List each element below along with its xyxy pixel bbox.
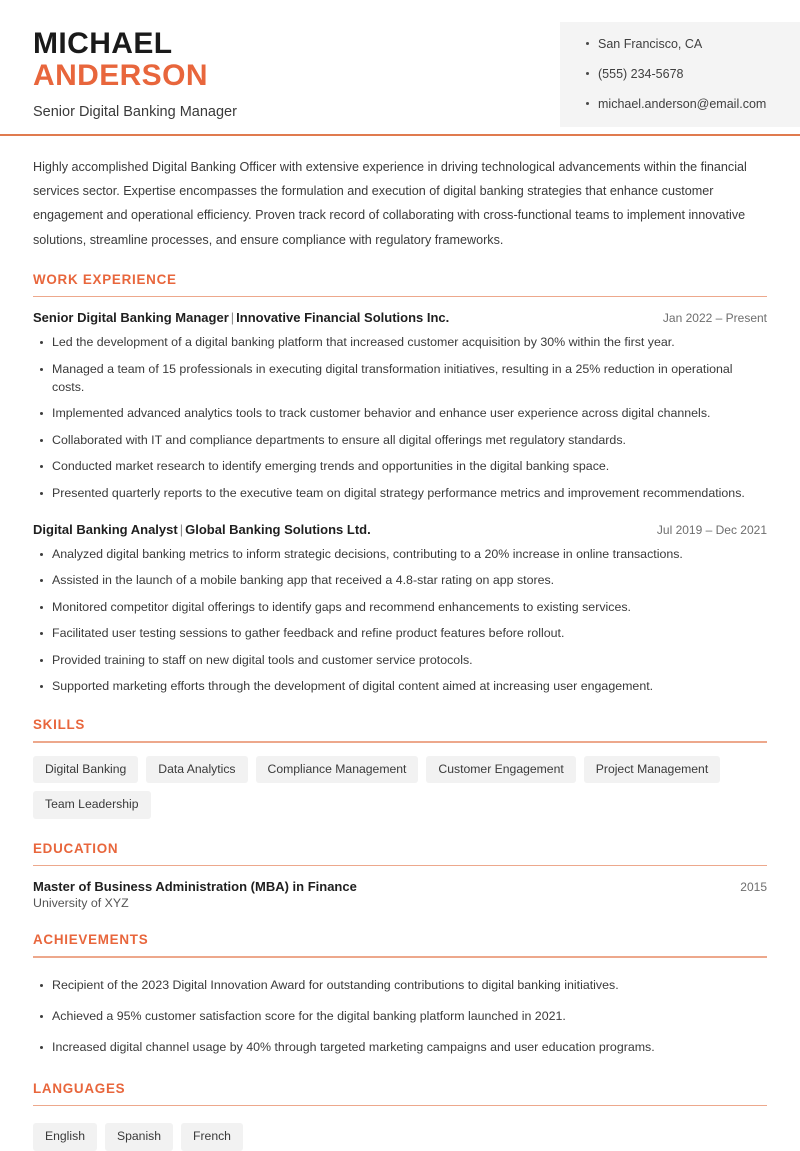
work-entry [33,310,767,502]
section-title-achievements: ACHIEVEMENTS [33,932,149,948]
contact-email[interactable]: michael.anderson@email.com [586,96,800,113]
work-entry-header [33,310,767,325]
work-company: Innovative Financial Solutions Inc. [236,310,450,326]
list-item: Collaborated with IT and compliance departments to ensure all digital offerings met regulatory standards. [33,432,767,450]
first-name: MICHAEL [33,27,173,60]
contact-phone[interactable]: (555) 234-5678 [586,66,800,83]
education-degree: Master of Business Administration (MBA) in Finance [33,879,357,895]
work-separator: | [230,310,235,326]
work-role: Senior Digital Banking Manager [33,310,229,326]
list-item: Supported marketing efforts through the development of digital content aimed at increasing user engagement. [33,678,767,696]
skill-tag: Team Leadership [33,791,151,818]
list-item: Recipient of the 2023 Digital Innovation Award for outstanding contributions to digital banking initiatives. [33,977,767,995]
full-name [33,28,237,93]
section-skills [33,717,767,818]
section-title-skills: SKILLS [33,717,86,733]
list-item: Achieved a 95% customer satisfaction score for the digital banking platform launched in 2021. [33,1008,767,1026]
work-entry-title [33,522,371,537]
education-year: 2015 [740,880,767,895]
section-education [33,841,767,911]
section-achievements [33,932,767,1057]
resume-body [0,136,800,1151]
section-title-education: EDUCATION [33,840,119,856]
language-tag: French [181,1123,243,1150]
work-role: Digital Banking Analyst [33,521,178,537]
list-item: Facilitated user testing sessions to gather feedback and refine product features before rollout. [33,625,767,643]
education-entry [33,879,767,910]
list-item: Monitored competitor digital offerings to identify gaps and recommend enhancements to existing services. [33,599,767,617]
work-entry-title [33,310,449,325]
list-item: Led the development of a digital banking platform that increased customer acquisition by 30% within the first year. [33,334,767,352]
skill-tag: Customer Engagement [426,756,575,783]
list-item: Managed a team of 15 professionals in executing digital transformation initiatives, resulting in a 25% reduction in operational costs. [33,361,767,397]
list-item: Analyzed digital banking metrics to inform strategic decisions, contributing to a 20% increase in online transactions. [33,546,767,564]
last-name: ANDERSON [33,59,208,93]
list-item: Implemented advanced analytics tools to track customer behavior and enhance user experience across digital channels. [33,405,767,423]
language-tag: Spanish [105,1123,173,1150]
work-bullet-list [33,334,767,502]
section-work-experience [33,272,767,696]
education-entry-header [33,879,767,894]
section-title-work-experience: WORK EXPERIENCE [33,271,177,287]
contact-block [560,22,800,127]
list-item: Provided training to staff on new digital tools and customer service protocols. [33,652,767,670]
skill-tag: Data Analytics [146,756,247,783]
list-item: Increased digital channel usage by 40% through targeted marketing campaigns and user education programs. [33,1039,767,1057]
achievements-list [33,977,767,1057]
list-item: Presented quarterly reports to the executive team on digital strategy performance metrics and improvement recommendations. [33,485,767,503]
section-rule [33,741,767,743]
skill-tag: Project Management [584,756,720,783]
languages-tag-list [33,1123,767,1150]
resume-header [0,0,800,134]
contact-location: San Francisco, CA [586,36,800,53]
work-separator: | [179,521,184,537]
section-rule [33,865,767,867]
language-tag: English [33,1123,97,1150]
section-rule [33,296,767,298]
work-entry [33,522,767,696]
headline-job-title: Senior Digital Banking Manager [33,103,237,120]
section-rule [33,956,767,958]
professional-summary: Highly accomplished Digital Banking Officer with extensive experience in driving technological advancements within the financial services sector. Expertise encompasses the formulation and execution of digital banking strategies that enhance customer engagement and operational efficiency. Proven track record of collaborating with cross-functional teams to implement innovative solutions, streamline processes, and ensure compliance with regulatory frameworks. [33,160,747,247]
education-institution: University of XYZ [33,896,129,911]
section-languages [33,1081,767,1151]
work-company: Global Banking Solutions Ltd. [185,521,371,537]
work-date-range: Jan 2022 – Present [662,311,767,326]
identity-block [0,22,237,120]
skills-tag-list [33,756,767,819]
skill-tag: Digital Banking [33,756,138,783]
list-item: Conducted market research to identify emerging trends and opportunities in the digital banking space. [33,458,767,476]
list-item: Assisted in the launch of a mobile banking app that received a 4.8-star rating on app stores. [33,572,767,590]
work-date-range: Jul 2019 – Dec 2021 [656,522,767,537]
skill-tag: Compliance Management [256,756,419,783]
work-bullet-list [33,546,767,696]
work-entry-header [33,522,767,537]
section-title-languages: LANGUAGES [33,1080,126,1096]
section-rule [33,1105,767,1107]
